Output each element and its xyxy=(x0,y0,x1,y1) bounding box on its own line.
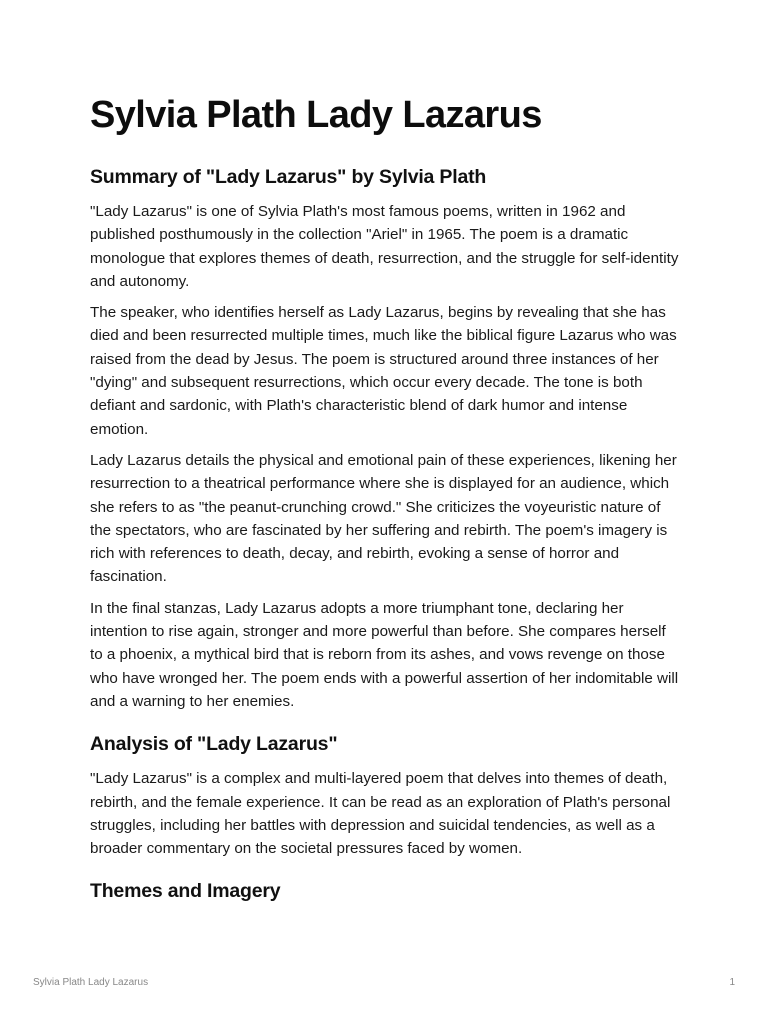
footer-document-title: Sylvia Plath Lady Lazarus xyxy=(33,977,149,988)
document-title: Sylvia Plath Lady Lazarus xyxy=(90,94,542,136)
summary-paragraph-3: Lady Lazarus details the physical and emotional pain of these experiences, likening her resurrection to a theatrical performance where she is displayed for an audience, which she refers to as "the peanut-crunching crowd." She criticizes the voyeuristic nature of the spectators, who are fascinated by her suffering and rebirth. The poem's imagery is rich with references to death, decay, and rebirth, evoking a sense of horror and fascination. xyxy=(90,451,677,586)
summary-paragraph-4: In the final stanzas, Lady Lazarus adopts a more triumphant tone, declaring her intention to rise again, stronger and more powerful than before. She compares herself to a phoenix, a mythical bird that is reborn from its ashes, and vows revenge on those who have wronged her. The poem ends with a powerful assertion of her indomitable will and a warning to her enemies. xyxy=(90,599,679,710)
summary-paragraph-2: The speaker, who identifies herself as Lady Lazarus, begins by revealing that she has died and been resurrected multiple times, much like the biblical figure Lazarus who was raised from the dead by Jesus. The poem is structured around three instances of her "dying" and subsequent resurrections, which occur every decade. The tone is both defiant and sardonic, with Plath's characteristic blend of dark humor and intense emotion. xyxy=(90,304,677,438)
analysis-paragraph-1: "Lady Lazarus" is a complex and multi-layered poem that delves into themes of death, rebirth, and the female experience. It can be read as an exploration of Plath's personal struggles, including her battles with depression and suicidal tendencies, as well as a broader commentary on the societal pressures faced by women. xyxy=(90,770,671,858)
section-heading-themes: Themes and Imagery xyxy=(90,880,281,903)
summary-paragraph-1: "Lady Lazarus" is one of Sylvia Plath's most famous poems, written in 1962 and published posthumously in the collection "Ariel" in 1965. The poem is a dramatic monologue that explores themes of death, resurrection, and the struggle for self-identity and autonomy. xyxy=(90,203,679,290)
document-body xyxy=(90,92,680,914)
section-heading-summary: Summary of "Lady Lazarus" by Sylvia Plath xyxy=(90,166,487,188)
footer-page-number: 1 xyxy=(729,977,735,988)
section-heading-analysis: Analysis of "Lady Lazarus" xyxy=(90,733,338,756)
